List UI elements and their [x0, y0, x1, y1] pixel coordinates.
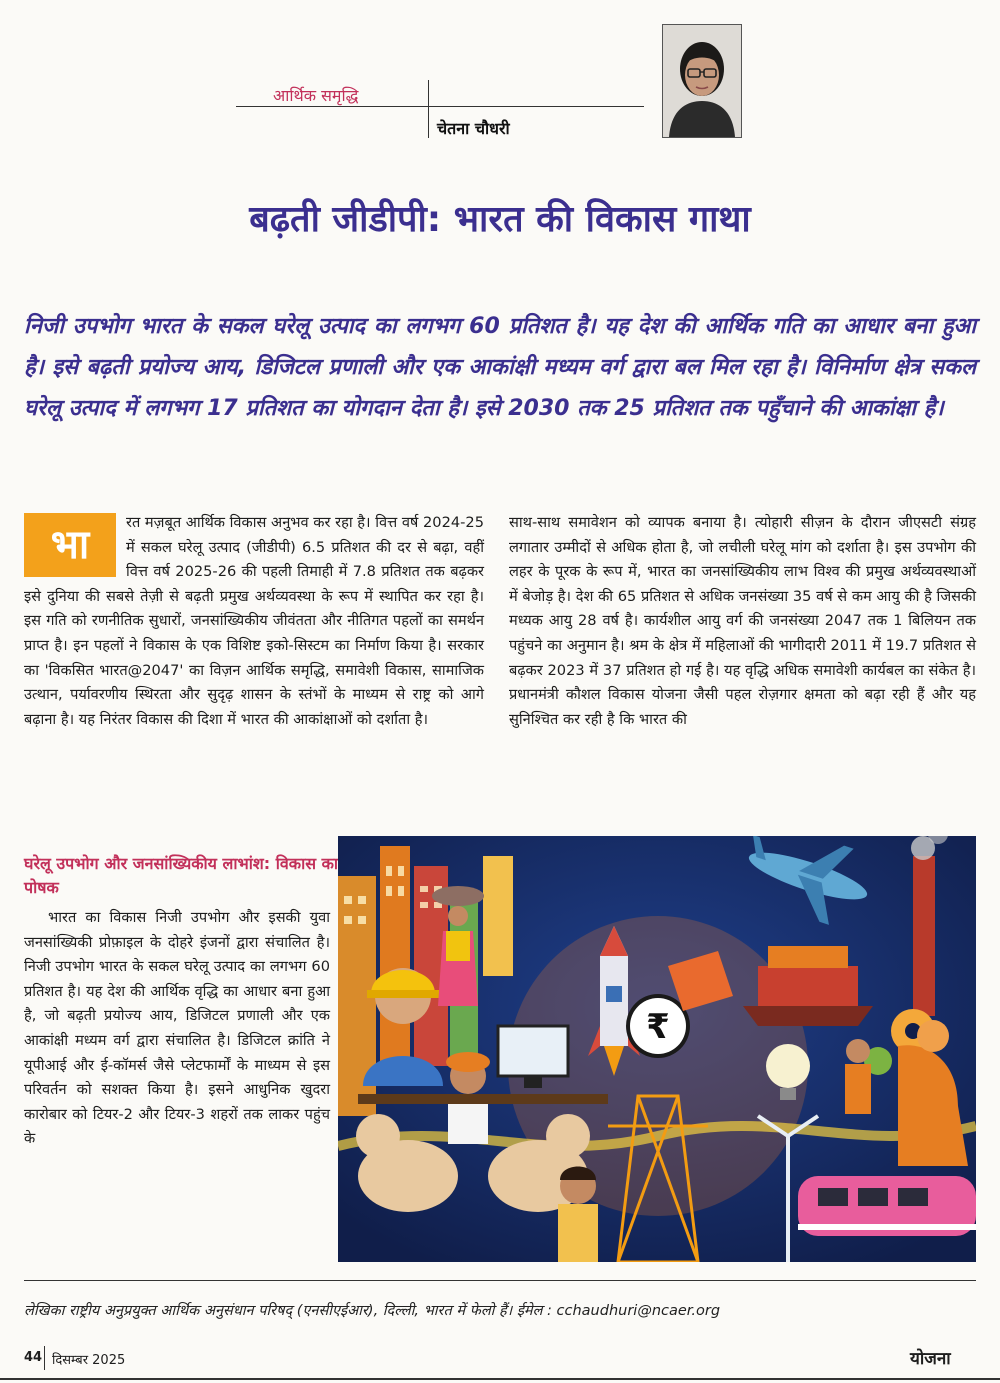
issue-date: दिसम्बर 2025 [52, 1353, 126, 1368]
page-number: 44 [24, 1350, 43, 1365]
author-name: चेतना चौधरी [437, 119, 510, 138]
author-photo [662, 24, 742, 138]
header-divider [428, 80, 429, 138]
lead-paragraph: निजी उपभोग भारत के सकल घरेलू उत्पाद का लगभग 60 प्रतिशत है। यह देश की आर्थिक गति का आधार बना हुआ है। इसे बढ़ती प्रयोज्य आय, डिजिटल प्रणाली और एक आकांक्षी मध्यम वर्ग द्वारा बल मिल रहा है। विनिर्माण क्षेत्र सकल घरेलू उत्पाद में लगभग 17 प्रतिशत का योगदान देता है। इसे 2030 तक 25 प्रतिशत तक पहुँचाने की आकांक्षा है। [24, 314, 976, 421]
article-title: बढ़ती जीडीपी: भारत की विकास गाथा [249, 199, 751, 240]
drop-cap: भा [24, 513, 116, 577]
body-left-intro [24, 511, 484, 732]
author-footnote: लेखिका राष्ट्रीय अनुप्रयुक्त आर्थिक अनुसंधान परिषद् (एनसीएईआर), दिल्ली, भारत में फेलो हैं। ईमेल : cchaudhuri@ncaer.org [24, 1303, 721, 1319]
section-subheading: घरेलू उपभोग और जनसांख्यिकीय लाभांश: विकास का पोषक [24, 854, 339, 897]
rupee-symbol: ₹ [646, 1007, 670, 1047]
bottom-rule [0, 1378, 1000, 1380]
economy-illustration [338, 836, 976, 1262]
magazine-name: योजना [910, 1349, 951, 1369]
body-right-column: साथ-साथ समावेशन को व्यापक बनाया है। त्योहारी सीज़न के दौरान जीएसटी संग्रह लगातार उम्मीदों से अधिक होता है, जो लचीली घरेलू मांग को दर्शाता है। इस उपभोग की लहर के पूरक के रूप में, भारत का जनसांख्यिकीय लाभ विश्व की प्रमुख अर्थव्यवस्थाओं में बेजोड़ है। देश की 65 प्रतिशत से अधिक जनसंख्या 35 वर्ष से कम आयु की है जिसकी मध्यक आयु 28 वर्ष है। कार्यशील आयु वर्ग की जनसंख्या 2047 तक 1 बिलियन तक पहुंचने का अनुमान है। श्रम के क्षेत्र में महिलाओं की भागीदारी 2011 में 19.7 प्रतिशत से बढ़कर 2023 में 37 प्रतिशत हो गई है। यह वृद्धि अधिक समावेशी कार्यबल का संकेत है। प्रधानमंत्री कौशल विकास योजना जैसी पहल रोज़गार क्षमता को बढ़ा रही हैं और यह सुनिश्चित कर रही है कि भारत की [509, 514, 976, 728]
page-number-divider [44, 1346, 45, 1370]
intro-text: रत मज़बूत आर्थिक विकास अनुभव कर रहा है। वित्त वर्ष 2024-25 में सकल घरेलू उत्पाद (जीडीपी) 6.5 प्रतिशत की दर से बढ़ा, वहीं वित्त वर्ष 2025-26 की पहली तिमाही में 7.8 प्रतिशत तक बढ़कर इसे दुनिया की सबसे तेज़ी से बढ़ती प्रमुख अर्थव्यवस्था के रूप में स्थापित कर रहा है। इस गति को रणनीतिक सुधारों, जनसांख्यिकीय जीवंतता और नीतिगत पहलों का समर्थन प्राप्त है। इन पहलों ने विकास के एक विशिष्ट इको-सिस्टम का निर्माण किया है। सरकार का 'विकसित भारत@2047' का विज़न आर्थिक समृद्धि, समावेशी विकास, सामाजिक उत्थान, पर्यावरणीय स्थिरता और सुदृढ़ शासन के स्तंभों के माध्यम से राष्ट्र को आगे बढ़ाना है। यह निरंतर विकास की दिशा में भारत की आकांक्षाओं को दर्शाता है। [24, 514, 484, 728]
body-left-bottom: भारत का विकास निजी उपभोग और इसकी युवा जनसांख्यिकी प्रोफ़ाइल के दोहरे इंजनों द्वारा संचालित है। निजी उपभोग भारत के सकल घरेलू उत्पाद का लगभग 60 प्रतिशत है। यह देश की आर्थिक वृद्धि का आधार बना हुआ है, जो बढ़ती प्रयोज्य आय, डिजिटल प्रणाली और एक आकांक्षी मध्यम वर्ग द्वारा संचालित है। डिजिटल क्रांति ने यूपीआई और ई-कॉमर्स जैसे प्लेटफार्मों के माध्यम से इस परिवर्तन को सशक्त किया है। इसने आधुनिक खुदरा कारोबार को टियर-2 और टियर-3 शहरों तक लाकर पहुंच के [24, 909, 330, 1148]
section-label: आर्थिक समृद्धि [273, 86, 359, 105]
header-rule [236, 106, 644, 107]
footer-rule [24, 1280, 976, 1281]
